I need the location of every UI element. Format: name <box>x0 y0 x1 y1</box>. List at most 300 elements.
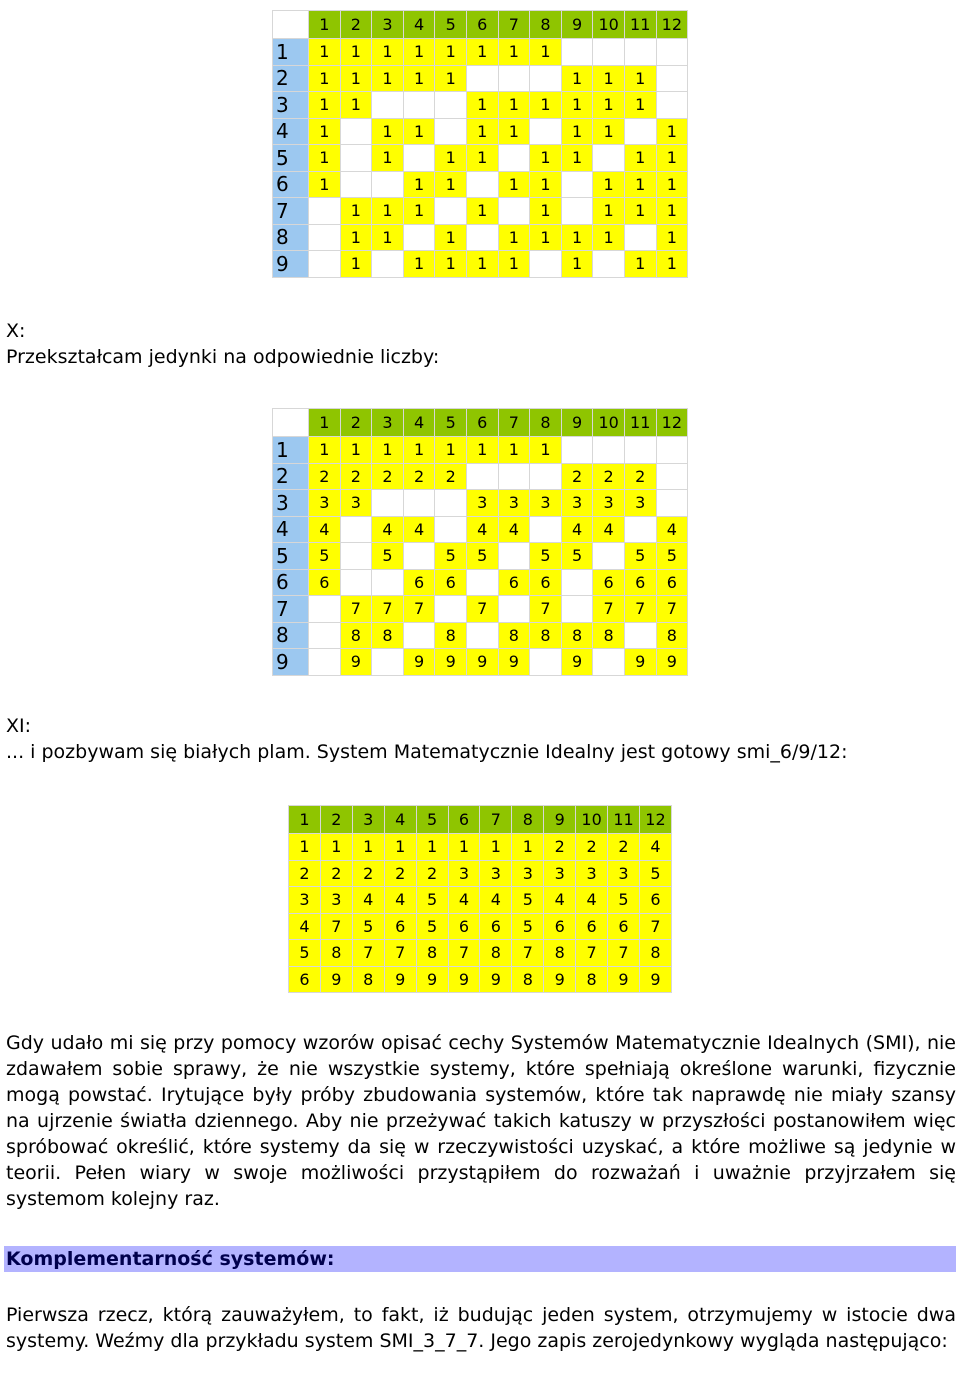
table-cell: 1 <box>403 39 435 66</box>
table-cell: 1 <box>372 39 404 66</box>
table-cell: 8 <box>593 622 625 649</box>
table-cell: 7 <box>624 596 656 623</box>
table-cell: 5 <box>416 887 448 914</box>
table-cell: 1 <box>530 437 562 464</box>
table-cell: 1 <box>403 118 435 145</box>
table-row <box>289 940 672 967</box>
table-cell: 4 <box>639 834 671 861</box>
table-cell: 1 <box>593 118 625 145</box>
table-cell: 6 <box>576 913 608 940</box>
table-cell: 7 <box>466 596 498 623</box>
table-cell: 7 <box>530 596 562 623</box>
table-cell <box>309 596 341 623</box>
table-cell <box>656 463 688 490</box>
table-cell: 4 <box>544 887 576 914</box>
table-cell: 1 <box>403 171 435 198</box>
table-row <box>273 516 688 543</box>
table-cell: 1 <box>498 437 530 464</box>
table-cell <box>466 171 498 198</box>
table-cell <box>435 118 467 145</box>
table-cell: 1 <box>372 224 404 251</box>
table-row <box>273 251 688 278</box>
column-header: 8 <box>512 806 544 834</box>
row-header: 3 <box>273 92 309 119</box>
table-cell: 1 <box>466 198 498 225</box>
table-cell: 1 <box>466 118 498 145</box>
table-cell <box>530 118 562 145</box>
table-row <box>289 913 672 940</box>
table-row <box>289 966 672 993</box>
table-cell: 7 <box>448 940 480 967</box>
table-cell: 1 <box>435 224 467 251</box>
table-cell: 1 <box>498 251 530 278</box>
table-cell: 8 <box>639 940 671 967</box>
column-header: 3 <box>372 11 404 39</box>
table-cell <box>340 145 372 172</box>
row-header: 2 <box>273 463 309 490</box>
table-cell <box>561 596 593 623</box>
table-cell: 7 <box>656 596 688 623</box>
system-table-smi-6-9-12 <box>288 805 672 993</box>
table-cell: 6 <box>608 913 640 940</box>
table-cell: 5 <box>435 543 467 570</box>
table-cell: 1 <box>289 834 321 861</box>
table-cell <box>372 649 404 676</box>
table-row <box>273 622 688 649</box>
table-row <box>273 118 688 145</box>
table-cell <box>435 92 467 119</box>
table-cell: 1 <box>530 92 562 119</box>
binary-matrix-table <box>272 10 688 278</box>
table-cell <box>561 569 593 596</box>
table-cell: 7 <box>639 913 671 940</box>
table-cell <box>435 596 467 623</box>
column-header: 5 <box>435 409 467 437</box>
table-cell: 2 <box>309 463 341 490</box>
table-cell: 6 <box>593 569 625 596</box>
table-cell: 4 <box>576 887 608 914</box>
column-header: 11 <box>608 806 640 834</box>
table-cell <box>561 437 593 464</box>
table-cell: 1 <box>466 92 498 119</box>
table-cell: 9 <box>416 966 448 993</box>
table-cell <box>403 490 435 517</box>
table-cell <box>498 463 530 490</box>
table-cell: 9 <box>498 649 530 676</box>
table-cell: 1 <box>309 437 341 464</box>
table-cell <box>593 437 625 464</box>
table-row <box>273 171 688 198</box>
row-header: 8 <box>273 622 309 649</box>
table-cell: 9 <box>320 966 352 993</box>
table-cell: 4 <box>384 887 416 914</box>
table-cell: 8 <box>561 622 593 649</box>
table-cell: 1 <box>309 171 341 198</box>
table-cell: 4 <box>289 913 321 940</box>
section-heading: Komplementarność systemów: <box>4 1246 956 1272</box>
table-cell: 3 <box>320 887 352 914</box>
section-x-label: X: <box>6 320 26 342</box>
table-cell: 6 <box>656 569 688 596</box>
table-cell: 1 <box>340 224 372 251</box>
table-cell <box>498 65 530 92</box>
table-cell <box>561 198 593 225</box>
header-row <box>273 11 688 39</box>
table-cell: 1 <box>403 251 435 278</box>
column-header: 12 <box>639 806 671 834</box>
table-cell: 6 <box>544 913 576 940</box>
table-cell: 1 <box>512 834 544 861</box>
header-row <box>289 806 672 834</box>
table-cell: 9 <box>340 649 372 676</box>
table-cell: 9 <box>624 649 656 676</box>
table-cell <box>498 145 530 172</box>
table-cell: 1 <box>340 65 372 92</box>
column-header: 7 <box>498 409 530 437</box>
table-cell: 5 <box>466 543 498 570</box>
table-cell <box>561 39 593 66</box>
table-cell <box>372 569 404 596</box>
table-cell: 1 <box>466 437 498 464</box>
table-cell <box>403 543 435 570</box>
table-cell: 1 <box>309 145 341 172</box>
column-header: 6 <box>448 806 480 834</box>
table-cell: 1 <box>656 145 688 172</box>
table-cell: 1 <box>593 198 625 225</box>
table-cell: 7 <box>384 940 416 967</box>
table-cell: 8 <box>512 966 544 993</box>
table-cell: 9 <box>480 966 512 993</box>
table-row <box>273 437 688 464</box>
table-cell: 2 <box>403 463 435 490</box>
table-cell <box>624 437 656 464</box>
table-cell: 3 <box>593 490 625 517</box>
table-cell: 1 <box>403 437 435 464</box>
table-row <box>273 92 688 119</box>
column-header: 7 <box>498 11 530 39</box>
row-header: 8 <box>273 224 309 251</box>
table-cell: 2 <box>435 463 467 490</box>
corner-cell <box>273 11 309 39</box>
table-cell: 1 <box>561 92 593 119</box>
table-cell: 4 <box>403 516 435 543</box>
table-row <box>289 834 672 861</box>
table-cell: 7 <box>608 940 640 967</box>
table-cell: 6 <box>403 569 435 596</box>
table-cell: 9 <box>608 966 640 993</box>
table-cell: 3 <box>561 490 593 517</box>
table-cell: 2 <box>608 834 640 861</box>
column-header: 4 <box>403 409 435 437</box>
column-header: 2 <box>320 806 352 834</box>
table-cell: 9 <box>466 649 498 676</box>
table-cell <box>403 92 435 119</box>
table-cell: 2 <box>416 860 448 887</box>
table-cell: 1 <box>498 92 530 119</box>
table-cell: 2 <box>544 834 576 861</box>
table-cell: 4 <box>372 516 404 543</box>
table-cell: 3 <box>340 490 372 517</box>
table-cell: 4 <box>656 516 688 543</box>
column-header: 10 <box>576 806 608 834</box>
table-cell: 1 <box>561 118 593 145</box>
table-cell: 5 <box>561 543 593 570</box>
table-cell: 1 <box>624 92 656 119</box>
section-xi-label: XI: <box>6 715 32 737</box>
table-cell <box>656 65 688 92</box>
table-cell <box>372 490 404 517</box>
table-cell <box>624 224 656 251</box>
table-cell: 5 <box>416 913 448 940</box>
table-cell: 6 <box>309 569 341 596</box>
row-header: 9 <box>273 649 309 676</box>
table-cell <box>435 490 467 517</box>
table-cell: 1 <box>352 834 384 861</box>
table-cell: 1 <box>656 171 688 198</box>
paragraph-complementarity: Pierwsza rzecz, którą zauważyłem, to fakt, iż budując jeden system, otrzymujemy w istocie dwa systemy. Weźmy dla przykładu system SMI_3_7_7. Jego zapis zerojedynkowy wygląda następująco: <box>6 1304 956 1352</box>
table-cell: 1 <box>435 145 467 172</box>
table-cell: 4 <box>561 516 593 543</box>
table-cell: 8 <box>320 940 352 967</box>
table-cell: 9 <box>448 966 480 993</box>
table-cell: 1 <box>372 145 404 172</box>
table-cell <box>435 516 467 543</box>
table-cell <box>372 251 404 278</box>
table-cell: 1 <box>498 118 530 145</box>
table-cell: 9 <box>403 649 435 676</box>
table-cell: 1 <box>530 198 562 225</box>
table-cell: 1 <box>530 171 562 198</box>
table-cell <box>656 490 688 517</box>
table-row <box>273 224 688 251</box>
column-header: 8 <box>530 409 562 437</box>
table-cell: 2 <box>289 860 321 887</box>
column-header: 9 <box>561 409 593 437</box>
column-header: 4 <box>403 11 435 39</box>
row-header: 4 <box>273 118 309 145</box>
table-cell: 1 <box>416 834 448 861</box>
table-cell: 6 <box>639 887 671 914</box>
table-cell: 4 <box>593 516 625 543</box>
table-cell: 8 <box>352 966 384 993</box>
table-cell: 1 <box>530 39 562 66</box>
table-cell: 1 <box>309 39 341 66</box>
column-header: 1 <box>309 11 341 39</box>
table-cell <box>530 251 562 278</box>
column-header: 7 <box>480 806 512 834</box>
table-cell: 1 <box>498 224 530 251</box>
table-cell: 3 <box>480 860 512 887</box>
table-cell: 1 <box>448 834 480 861</box>
table-cell: 2 <box>593 463 625 490</box>
row-header: 6 <box>273 171 309 198</box>
table-cell <box>624 516 656 543</box>
table-cell <box>466 622 498 649</box>
table-row <box>273 145 688 172</box>
table-row <box>289 860 672 887</box>
column-header: 10 <box>593 11 625 39</box>
column-header: 9 <box>544 806 576 834</box>
table-row <box>273 490 688 517</box>
column-header: 11 <box>624 409 656 437</box>
table-cell <box>466 569 498 596</box>
table-row <box>273 596 688 623</box>
table-cell <box>656 39 688 66</box>
column-header: 10 <box>593 409 625 437</box>
table-cell: 8 <box>656 622 688 649</box>
table-cell <box>403 224 435 251</box>
column-header: 2 <box>340 409 372 437</box>
table-cell: 9 <box>435 649 467 676</box>
table-cell: 7 <box>512 940 544 967</box>
table-cell: 1 <box>480 834 512 861</box>
table-cell <box>593 145 625 172</box>
table-cell: 1 <box>561 224 593 251</box>
corner-cell <box>273 409 309 437</box>
table-cell: 1 <box>372 437 404 464</box>
table-cell: 1 <box>340 92 372 119</box>
table-cell: 2 <box>576 834 608 861</box>
column-header: 8 <box>530 11 562 39</box>
column-header: 6 <box>466 11 498 39</box>
table-cell: 3 <box>498 490 530 517</box>
column-header: 3 <box>352 806 384 834</box>
table-cell: 2 <box>372 463 404 490</box>
table-row <box>273 649 688 676</box>
row-header: 4 <box>273 516 309 543</box>
table-cell: 2 <box>561 463 593 490</box>
table-cell: 8 <box>498 622 530 649</box>
table-cell: 1 <box>656 198 688 225</box>
table-cell: 4 <box>352 887 384 914</box>
table-cell: 6 <box>435 569 467 596</box>
table-cell <box>309 649 341 676</box>
table-cell <box>530 516 562 543</box>
table-cell: 6 <box>384 913 416 940</box>
row-header: 6 <box>273 569 309 596</box>
table-cell: 8 <box>416 940 448 967</box>
table-cell: 7 <box>576 940 608 967</box>
column-header: 11 <box>624 11 656 39</box>
column-header: 5 <box>416 806 448 834</box>
table-cell: 1 <box>656 251 688 278</box>
table-cell: 2 <box>624 463 656 490</box>
table-cell: 3 <box>512 860 544 887</box>
table-cell: 1 <box>530 145 562 172</box>
row-header: 5 <box>273 145 309 172</box>
table-cell: 1 <box>466 39 498 66</box>
table-cell: 8 <box>340 622 372 649</box>
table-cell <box>309 622 341 649</box>
table-cell: 1 <box>498 171 530 198</box>
table-cell: 9 <box>656 649 688 676</box>
table-cell: 3 <box>309 490 341 517</box>
table-cell: 8 <box>544 940 576 967</box>
table-cell <box>561 171 593 198</box>
table-cell <box>403 622 435 649</box>
table-cell: 5 <box>289 940 321 967</box>
table-cell <box>498 198 530 225</box>
row-header: 3 <box>273 490 309 517</box>
table-cell: 1 <box>624 171 656 198</box>
table-cell <box>593 251 625 278</box>
table-cell: 3 <box>466 490 498 517</box>
table-cell <box>656 92 688 119</box>
row-header: 1 <box>273 437 309 464</box>
table-cell: 1 <box>593 171 625 198</box>
table-cell <box>309 224 341 251</box>
table-cell: 1 <box>624 145 656 172</box>
table-cell: 7 <box>403 596 435 623</box>
column-header: 5 <box>435 11 467 39</box>
table-cell: 1 <box>372 65 404 92</box>
table-cell: 1 <box>435 251 467 278</box>
table-cell: 6 <box>289 966 321 993</box>
table-cell: 1 <box>340 198 372 225</box>
column-header: 9 <box>561 11 593 39</box>
table-cell: 5 <box>530 543 562 570</box>
table-cell: 3 <box>530 490 562 517</box>
row-header: 7 <box>273 596 309 623</box>
row-header: 9 <box>273 251 309 278</box>
table-cell: 7 <box>593 596 625 623</box>
table-cell: 3 <box>289 887 321 914</box>
column-header: 4 <box>384 806 416 834</box>
table-cell: 6 <box>480 913 512 940</box>
table-cell: 8 <box>372 622 404 649</box>
table-row <box>273 65 688 92</box>
table-cell: 1 <box>624 65 656 92</box>
table-cell: 1 <box>372 198 404 225</box>
table-row <box>273 463 688 490</box>
table-cell: 1 <box>656 224 688 251</box>
table-cell <box>593 649 625 676</box>
table-cell: 1 <box>624 198 656 225</box>
table-cell: 9 <box>639 966 671 993</box>
table-cell: 2 <box>320 860 352 887</box>
table-cell <box>466 463 498 490</box>
table-cell <box>372 92 404 119</box>
table-cell: 4 <box>309 516 341 543</box>
table-cell <box>340 543 372 570</box>
table-cell: 4 <box>480 887 512 914</box>
table-cell <box>498 543 530 570</box>
table-cell: 1 <box>624 251 656 278</box>
table-cell: 1 <box>372 118 404 145</box>
table-cell <box>656 437 688 464</box>
table-cell: 3 <box>608 860 640 887</box>
table-cell: 1 <box>561 65 593 92</box>
table-cell <box>624 622 656 649</box>
column-header: 3 <box>372 409 404 437</box>
section-xi-text: ... i pozbywam się białych plam. System Matematycznie Idealny jest gotowy smi_6/9/12: <box>6 741 848 763</box>
table-cell: 1 <box>593 224 625 251</box>
table-cell: 4 <box>466 516 498 543</box>
column-header: 2 <box>340 11 372 39</box>
numbered-matrix-table <box>272 408 688 676</box>
table-cell <box>309 251 341 278</box>
table-cell: 7 <box>352 940 384 967</box>
table-cell: 1 <box>593 65 625 92</box>
table-cell: 1 <box>498 39 530 66</box>
table-cell <box>340 171 372 198</box>
table-row <box>273 198 688 225</box>
table-cell: 1 <box>530 224 562 251</box>
table-cell: 1 <box>309 92 341 119</box>
table-cell: 1 <box>340 251 372 278</box>
table-cell <box>435 198 467 225</box>
section-x-text: Przekształcam jedynki na odpowiednie liczby: <box>6 346 440 368</box>
